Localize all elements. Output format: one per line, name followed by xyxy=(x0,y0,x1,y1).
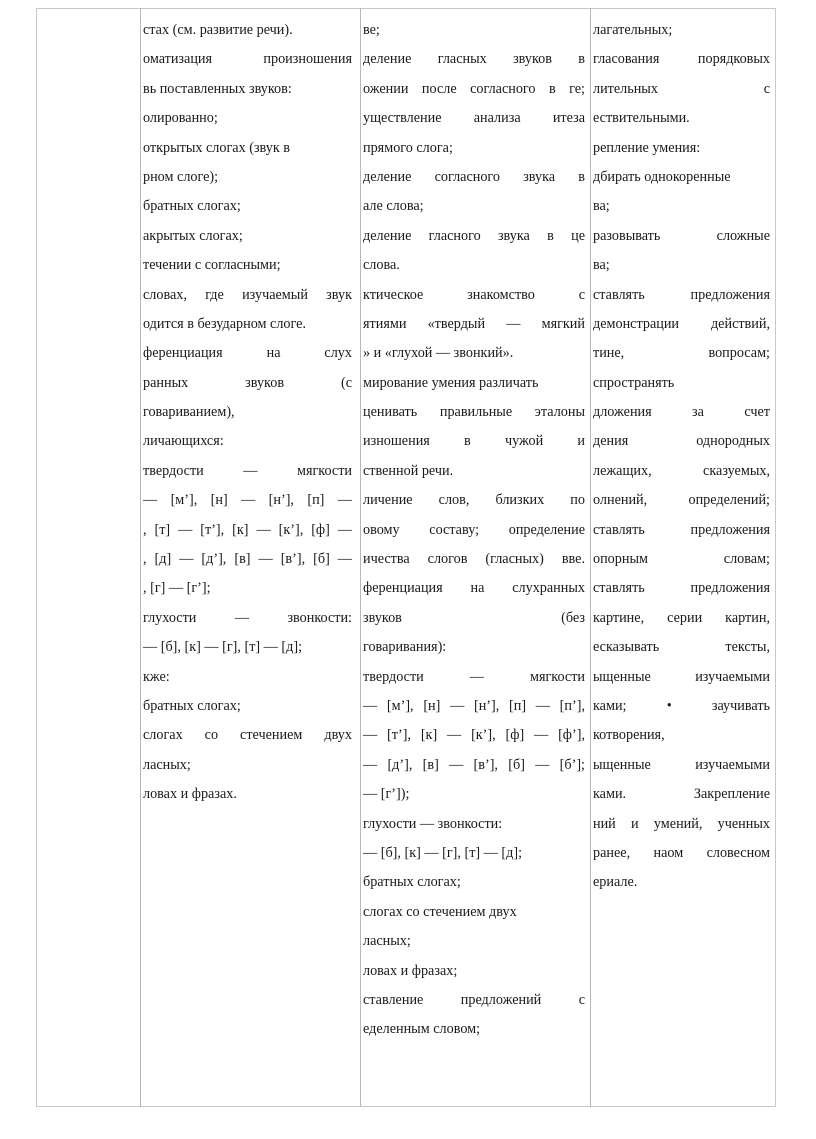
text-line: овому составу; определение xyxy=(363,521,585,538)
text-line: спространять xyxy=(593,374,675,391)
text-line: звуков (без xyxy=(363,609,585,626)
text-line: тине, вопросам; xyxy=(593,345,770,362)
text-line: ичества слогов (гласных) вве. xyxy=(363,551,585,568)
text-line: мирование умения различать xyxy=(363,374,539,391)
text-line: — [д’], [в] — [в’], [б] — [б’]; xyxy=(363,756,585,773)
text-line: говариванием), xyxy=(143,404,235,421)
text-line: ками. Закрепление xyxy=(593,786,770,803)
text-line: говаривания): xyxy=(363,639,447,656)
text-line: одится в безударном слоге. xyxy=(143,315,306,332)
text-line: личающихся: xyxy=(143,433,224,450)
text-line: — [м’], [н] — [н’], [п] — [п’], xyxy=(363,697,585,714)
text-line: ктическое знакомство с xyxy=(363,286,585,303)
text-line: ласных; xyxy=(143,756,191,773)
text-line: лежащих, сказуемых, xyxy=(593,462,770,479)
text-line: лагательных; xyxy=(593,22,673,38)
text-line: ставлять предложения xyxy=(593,286,770,303)
text-line: — [б], [к] — [г], [т] — [д]; xyxy=(143,639,303,656)
text-line: дбирать однокоренные xyxy=(593,168,731,185)
text-line: изношения в чужой и xyxy=(363,433,585,450)
text-line: олнений, определений; xyxy=(593,492,770,509)
text-line: котворения, xyxy=(593,727,665,744)
column-divider-1 xyxy=(140,8,141,1107)
text-line: личение слов, близких по xyxy=(363,492,585,509)
text-line: ранее, наом словесном xyxy=(593,844,770,861)
text-line: кже: xyxy=(143,668,170,685)
text-line: еделенным словом; xyxy=(363,1021,481,1038)
text-line: але слова; xyxy=(363,198,424,215)
text-line: дения однородных xyxy=(593,433,770,450)
text-line: , [т] — [т’], [к] — [к’], [ф] — xyxy=(143,521,352,538)
text-line: ставлять предложения xyxy=(593,580,770,597)
text-line: ственной речи. xyxy=(363,462,454,479)
text-line: ранных звуков (с xyxy=(143,374,352,391)
column-divider-2 xyxy=(360,8,361,1107)
text-line: ставление предложений с xyxy=(363,991,585,1008)
text-line: лительных с xyxy=(593,80,770,97)
text-line: ками; • заучивать xyxy=(593,697,770,714)
text-line: ставлять предложения xyxy=(593,521,770,538)
text-line: деление согласного звука в xyxy=(363,168,585,185)
text-line: течении с согласными; xyxy=(143,257,281,274)
text-line: слогах со стечением двух xyxy=(143,727,352,744)
table-column-2 xyxy=(143,16,352,810)
text-line: гласования порядковых xyxy=(593,51,770,68)
text-line: , [д] — [д’], [в] — [в’], [б] — xyxy=(143,551,352,568)
text-line: — [г’]); xyxy=(363,786,410,803)
text-line: дложения за счет xyxy=(593,404,770,421)
text-line: акрытых слогах; xyxy=(143,227,243,244)
table-column-4 xyxy=(593,16,770,898)
text-line: вь поставленных звуков: xyxy=(143,80,292,97)
text-line: деление гласных звуков в xyxy=(363,51,585,68)
text-line: — [т’], [к] — [к’], [ф] — [ф’], xyxy=(363,727,585,744)
text-line: ожении после согласного в ге; xyxy=(363,80,585,97)
text-line: прямого слога; xyxy=(363,139,453,156)
text-line: — [м’], [н] — [н’], [п] — xyxy=(143,492,352,509)
text-line: ва; xyxy=(593,257,610,274)
text-line: уществление анализа итеза xyxy=(363,110,585,127)
text-line: ятиями «твердый — мягкий xyxy=(363,315,585,332)
text-line: ыщенные изучаемыми xyxy=(593,668,770,685)
text-line: братных слогах; xyxy=(143,198,241,215)
text-line: слова. xyxy=(363,257,400,274)
text-line: — [б], [к] — [г], [т] — [д]; xyxy=(363,844,523,861)
text-line: рном слоге); xyxy=(143,168,219,185)
text-line: слогах со стечением двух xyxy=(363,903,517,920)
text-line: ва; xyxy=(593,198,610,215)
text-line: опорным словам; xyxy=(593,551,770,568)
text-line: открытых слогах (звук в xyxy=(143,139,291,156)
text-line: репление умения: xyxy=(593,139,701,156)
text-line: ловах и фразах. xyxy=(143,786,237,803)
text-line: братных слогах; xyxy=(143,697,241,714)
text-line: ласных; xyxy=(363,933,411,950)
text-line: стах (см. развитие речи). xyxy=(143,22,293,38)
text-line: братных слогах; xyxy=(363,874,461,891)
text-line: глухости — звонкости: xyxy=(363,815,503,832)
text-line: ествительными. xyxy=(593,110,690,127)
text-line: глухости — звонкости: xyxy=(143,609,352,626)
text-line: твердости — мягкости xyxy=(363,668,585,685)
text-line: олированно; xyxy=(143,110,218,127)
text-line: ве; xyxy=(363,22,380,38)
text-line: ловах и фразах; xyxy=(363,962,458,979)
text-line: ференциация на слухранных xyxy=(363,580,585,597)
text-line: картине, серии картин, xyxy=(593,609,770,626)
text-line: ний и умений, ученных xyxy=(593,815,770,832)
text-line: есказывать тексты, xyxy=(593,639,770,656)
table-column-3 xyxy=(363,16,585,1045)
text-line: ыщенные изучаемыми xyxy=(593,756,770,773)
text-line: ценивать правильные эталоны xyxy=(363,404,585,421)
text-line: оматизация произношения xyxy=(143,51,352,68)
text-line: твердости — мягкости xyxy=(143,462,352,479)
text-line: разовывать сложные xyxy=(593,227,770,244)
text-line: словах, где изучаемый звук xyxy=(143,286,352,303)
text-line: ериале. xyxy=(593,874,638,891)
text-line: деление гласного звука в це xyxy=(363,227,585,244)
text-line: демонстрации действий, xyxy=(593,315,770,332)
text-line: » и «глухой — звонкий». xyxy=(363,345,514,362)
text-line: ференциация на слух xyxy=(143,345,352,362)
column-divider-3 xyxy=(590,8,591,1107)
text-line: , [г] — [г’]; xyxy=(143,580,211,597)
